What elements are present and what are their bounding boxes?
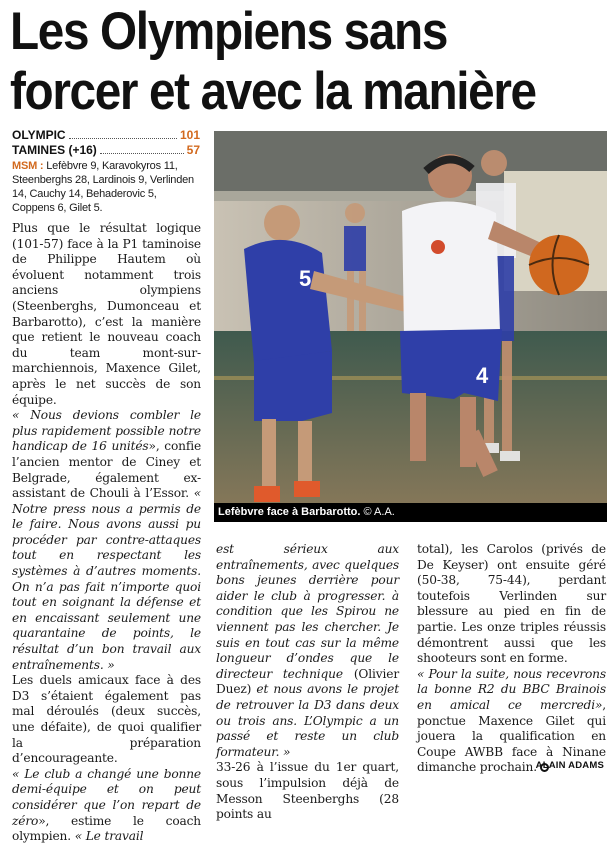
quote-text: « Le club a changé une bonne demi-équipe et on peut considérer que l’on repart de zéro [12,766,201,828]
article-column-2 [216,542,399,823]
headline-line-2: forcer et avec la manière [10,62,536,121]
quote-text: « Nous devions combler le plus rapidement possible notre handicap de 16 unités [12,408,201,454]
body-text: total), les Carolos (privés de De Keyser) ont ensuite géré (50-38, 75-44), perdant toutefois Verlinden sur blessure au pied en fin de partie. Les onze triples réussis démontrent aussi que les shooteurs sont en forme. [417,542,606,666]
score-row-away [12,143,200,158]
article-paragraph [12,408,201,673]
away-team: TAMINES (+16) [12,143,97,157]
basketball-icon [529,235,589,295]
article-paragraph [216,760,399,822]
svg-text:5: 5 [299,266,312,291]
home-team: OLYMPIC [12,128,66,142]
article-column-1 [12,221,201,845]
headline [10,2,546,122]
article-paragraph [417,542,606,667]
away-points: 57 [186,143,200,157]
body-text: Plus que le résultat logique (101-57) face à la P1 taminoise de Philippe Hautem où évoluent notamment trois anciens olympiens (Steenberghs, Dumonceau et Barbarotto), c’est la manière que retient le nouveau coach du team mont-sur-marchiennois, Maxence Gilet, après le net succès de son équipe. [12,221,201,407]
byline: ALAIN ADAMS [535,760,604,771]
score-row-home [12,128,200,143]
scorers-list: Lefèbvre 9, Karavokyros 11, Steenberghs 28, Lardinois 9, Verlinden 14, Cauchy 14, Behaderovic 5, Coppens 6, Gilet 5. [12,160,194,214]
quote-text: est sérieux aux entraînements, avec quelques bons jeunes derrière pour aider le club à progresser. à condition que les Spirou ne viennent pas les chercher. Je suis en tout cas sur la même longueur d’ondes que le directeur technique [216,542,399,681]
body-text: (Olivier Duez) [216,666,399,697]
leader-dots [100,153,184,154]
quote-text: « Pour la suite, nous recevrons la bonne R2 du BBC Brainois en amical ce mercredi» [417,666,606,712]
home-points: 101 [179,128,200,142]
headline-line-1: Les Olympiens sans [10,2,448,61]
quote-text: et nous avons le projet de retrouver la D3 dans deux ou trois ans. L’Olympic a un passé et reste un club formateur. » [216,682,399,759]
score-box [12,128,200,215]
leader-dots [69,138,177,139]
photo-caption [214,503,607,522]
body-text: », estime le coach olympien. [12,813,201,844]
scorers-line [12,159,200,215]
quote-text: « Notre press nous a permis de le faire. Nous avons aussi pu procéder par contre-attaques tout en respectant les systèmes à d’autres moments. On n’a pas fait n’importe quoi tout en soignant la défense et en encaissant seulement une quarantaine de points, le résultat d’un bon travail aux entraînements. » [12,486,201,672]
caption-credit: © A.A. [360,506,395,518]
photo-illustration [214,131,607,522]
article-paragraph [12,767,201,845]
body-text: 33-26 à l’issue du 1er quart, sous l’impulsion déjà de Messon Steenberghs (28 points au [216,760,399,822]
basketball-photo [214,131,607,522]
body-text: », confie l’ancien mentor de Ciney et Belgrade, également ex-assistant de Chouli à l’Essor. [12,439,202,501]
quote-text: « Le travail [74,829,144,844]
body-text: Les duels amicaux face à des D3 s’étaient également pas mal déroulés (deux succès, une défaite), de quoi qualifier la préparation d’encourageante. [12,673,201,766]
body-text: , ponctue Maxence Gilet qui jouera la qualification en Coupe AWBB face à Ninane dimanche prochain. [417,697,606,775]
article-paragraph [12,221,201,408]
svg-text:4: 4 [476,363,489,388]
scorers-club: MSM : [12,160,44,172]
article-paragraph [216,542,399,760]
article-paragraph [12,673,201,767]
caption-text: Lefèbvre face à Barbarotto. [218,506,361,518]
article-column-3 [417,542,606,776]
